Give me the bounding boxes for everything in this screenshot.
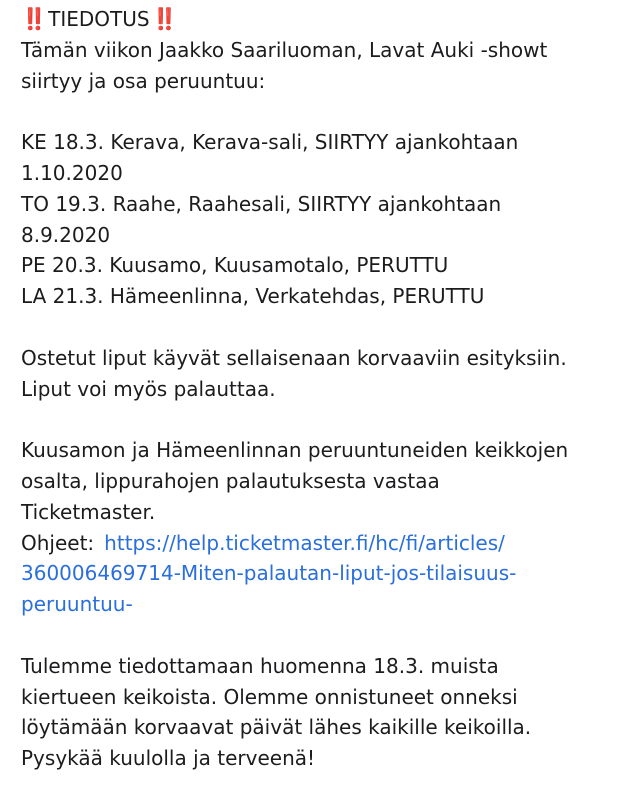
closing-paragraph (21, 651, 626, 774)
text-line: Ostetut liput käyvät sellaisenaan korvaaviin esityksiin. (21, 345, 567, 370)
ticketmaster-help-link[interactable]: https://help.ticketmaster.fi/hc/fi/articles/ (104, 530, 505, 555)
text-line: löytämään korvaavat päivät lähes kaikille keikoilla. (21, 715, 532, 740)
announcement-post (21, 4, 626, 774)
schedule-line: TO 19.3. Raahe, Raahesali, SIIRTYY ajankohtaan (21, 191, 502, 216)
text-line: osalta, lippurahojen palautuksesta vastaa (21, 468, 440, 493)
paragraph-spacer (21, 312, 626, 343)
text-line: Liput voi myös palauttaa. (21, 376, 276, 401)
text-line: Tulemme tiedottamaan huomenna 18.3. muista (21, 653, 499, 678)
ticketmaster-help-link-continued[interactable]: 360006469714-Miten-palautan-liput-jos-tilaisuus- (21, 561, 517, 586)
text-line: siirtyy ja osa peruuntuu: (21, 68, 266, 93)
paragraph-spacer (21, 404, 626, 435)
schedule-line: KE 18.3. Kerava, Kerava-sali, SIIRTYY ajankohtaan (21, 130, 519, 155)
double-exclamation-icon: ‼️ (21, 7, 43, 31)
schedule-line: 1.10.2020 (21, 160, 123, 185)
double-exclamation-icon: ‼️ (151, 7, 173, 31)
refund-paragraph (21, 435, 626, 620)
tickets-paragraph (21, 343, 626, 405)
schedule-line: PE 20.3. Kuusamo, Kuusamotalo, PERUTTU (21, 253, 449, 278)
instructions-line (21, 528, 626, 559)
intro-paragraph (21, 35, 626, 97)
paragraph-spacer (21, 96, 626, 127)
schedule-line: LA 21.3. Hämeenlinna, Verkatehdas, PERUTTU (21, 284, 485, 309)
text-line: Tämän viikon Jaakko Saariluoman, Lavat Auki -showt (21, 37, 548, 62)
post-title: TIEDOTUS (48, 7, 150, 31)
instructions-label: Ohjeet: (21, 530, 95, 555)
schedule-line: 8.9.2020 (21, 222, 111, 247)
ticketmaster-help-link-end[interactable]: peruuntuu- (21, 592, 133, 617)
text-line: Kuusamon ja Hämeenlinnan peruuntuneiden keikkojen (21, 438, 569, 463)
schedule-paragraph (21, 127, 626, 312)
text-line: Ticketmaster. (21, 499, 156, 524)
link-line (21, 589, 626, 620)
post-header (21, 4, 626, 35)
paragraph-spacer (21, 620, 626, 651)
link-line (21, 558, 626, 589)
text-line: Pysykää kuulolla ja terveenä! (21, 746, 316, 771)
text-line: kiertueen keikoista. Olemme onnistuneet onneksi (21, 684, 518, 709)
